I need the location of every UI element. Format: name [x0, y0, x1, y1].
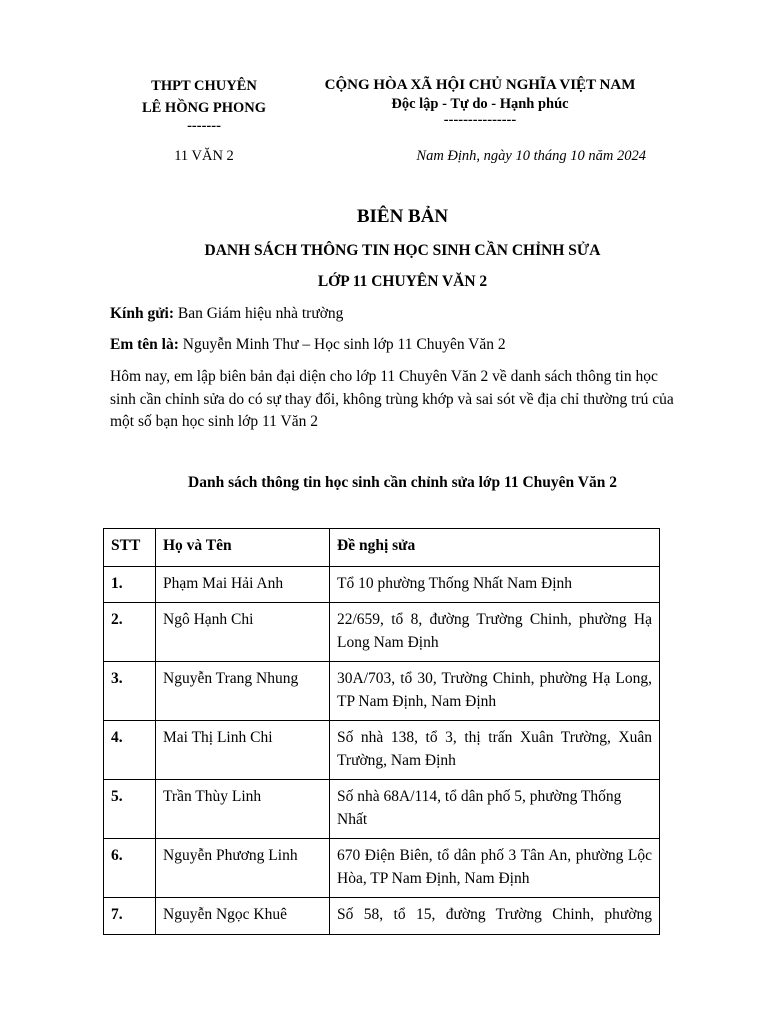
table-row: [104, 566, 660, 603]
header-stt: STT: [104, 529, 156, 567]
table-row: [104, 839, 660, 898]
student-name: Phạm Mai Hải Anh: [156, 566, 330, 603]
motto-divider: ---------------: [443, 112, 517, 128]
proposed-address: Số nhà 138, tổ 3, thị trấn Xuân Trường, Xuân Trường, Nam Định: [330, 721, 660, 780]
school-name-block: [128, 75, 280, 133]
row-number: 4.: [104, 721, 156, 780]
national-motto-block: [300, 75, 660, 127]
proposed-address: Số 58, tổ 15, đường Trường Chinh, phường: [330, 898, 660, 935]
row-number: 6.: [104, 839, 156, 898]
body-paragraph: Hôm nay, em lập biên bản đại diện cho lớp 11 Chuyên Văn 2 về danh sách thông tin học sinh cần chỉnh sửa do có sự thay đổi, không trùng khớp và sai sót về địa chỉ thường trú của một số bạn học sinh lớp 11 Văn 2: [110, 368, 674, 430]
author-value: Nguyễn Minh Thư – Học sinh lớp 11 Chuyên Văn 2: [178, 336, 506, 353]
table-row: [104, 721, 660, 780]
row-number: 5.: [104, 780, 156, 839]
table-row: [104, 780, 660, 839]
school-name-line1: THPT CHUYÊN: [151, 78, 257, 94]
row-number: 7.: [104, 898, 156, 935]
author-label: Em tên là:: [110, 336, 179, 353]
header-name: Họ và Tên: [156, 529, 330, 567]
class-label: 11 VĂN 2: [174, 148, 234, 164]
row-number: 1.: [104, 566, 156, 603]
student-name: Nguyễn Ngọc Khuê: [156, 898, 330, 935]
row-number: 2.: [104, 603, 156, 662]
proposed-address: 30A/703, tổ 30, Trường Chinh, phường Hạ Long, TP Nam Định, Nam Định: [330, 662, 660, 721]
row-number: 3.: [104, 662, 156, 721]
document-class-title: LỚP 11 CHUYÊN VĂN 2: [317, 273, 488, 290]
proposed-address: Tổ 10 phường Thống Nhất Nam Định: [330, 566, 660, 603]
document-title: BIÊN BẢN: [356, 206, 449, 227]
student-name: Mai Thị Linh Chi: [156, 721, 330, 780]
proposed-address: 670 Điện Biên, tổ dân phố 3 Tân An, phường Lộc Hòa, TP Nam Định, Nam Định: [330, 839, 660, 898]
student-name: Nguyễn Phương Linh: [156, 839, 330, 898]
national-motto: Độc lập - Tự do - Hạnh phúc: [391, 96, 569, 112]
recipient-value: Ban Giám hiệu nhà trường: [174, 305, 344, 322]
table-row: [104, 662, 660, 721]
student-name: Nguyễn Trang Nhung: [156, 662, 330, 721]
document-date: Nam Định, ngày 10 tháng 10 năm 2024: [416, 148, 646, 164]
national-name: CỘNG HÒA XÃ HỘI CHỦ NGHĨA VIỆT NAM: [324, 77, 636, 93]
recipient-line: [110, 303, 680, 326]
student-name: Ngô Hạnh Chi: [156, 603, 330, 662]
document-subtitle: DANH SÁCH THÔNG TIN HỌC SINH CẦN CHỈNH SỬA: [204, 242, 601, 259]
proposed-address: 22/659, tổ 8, đường Trường Chinh, phường Hạ Long Nam Định: [330, 603, 660, 662]
recipient-label: Kính gửi:: [110, 305, 174, 322]
author-line: [110, 334, 680, 357]
table-row: [104, 603, 660, 662]
table-header-row: [104, 529, 660, 567]
student-table: [103, 528, 660, 935]
table-caption: Danh sách thông tin học sinh cần chỉnh sửa lớp 11 Chuyên Văn 2: [188, 474, 617, 491]
table-row: [104, 898, 660, 935]
school-divider: -------: [187, 118, 221, 134]
student-name: Trần Thùy Linh: [156, 780, 330, 839]
header-correction: Đề nghị sửa: [330, 529, 660, 567]
proposed-address: Số nhà 68A/114, tổ dân phố 5, phường Thống Nhất: [330, 780, 660, 839]
school-name-line2: LÊ HỒNG PHONG: [141, 100, 267, 116]
